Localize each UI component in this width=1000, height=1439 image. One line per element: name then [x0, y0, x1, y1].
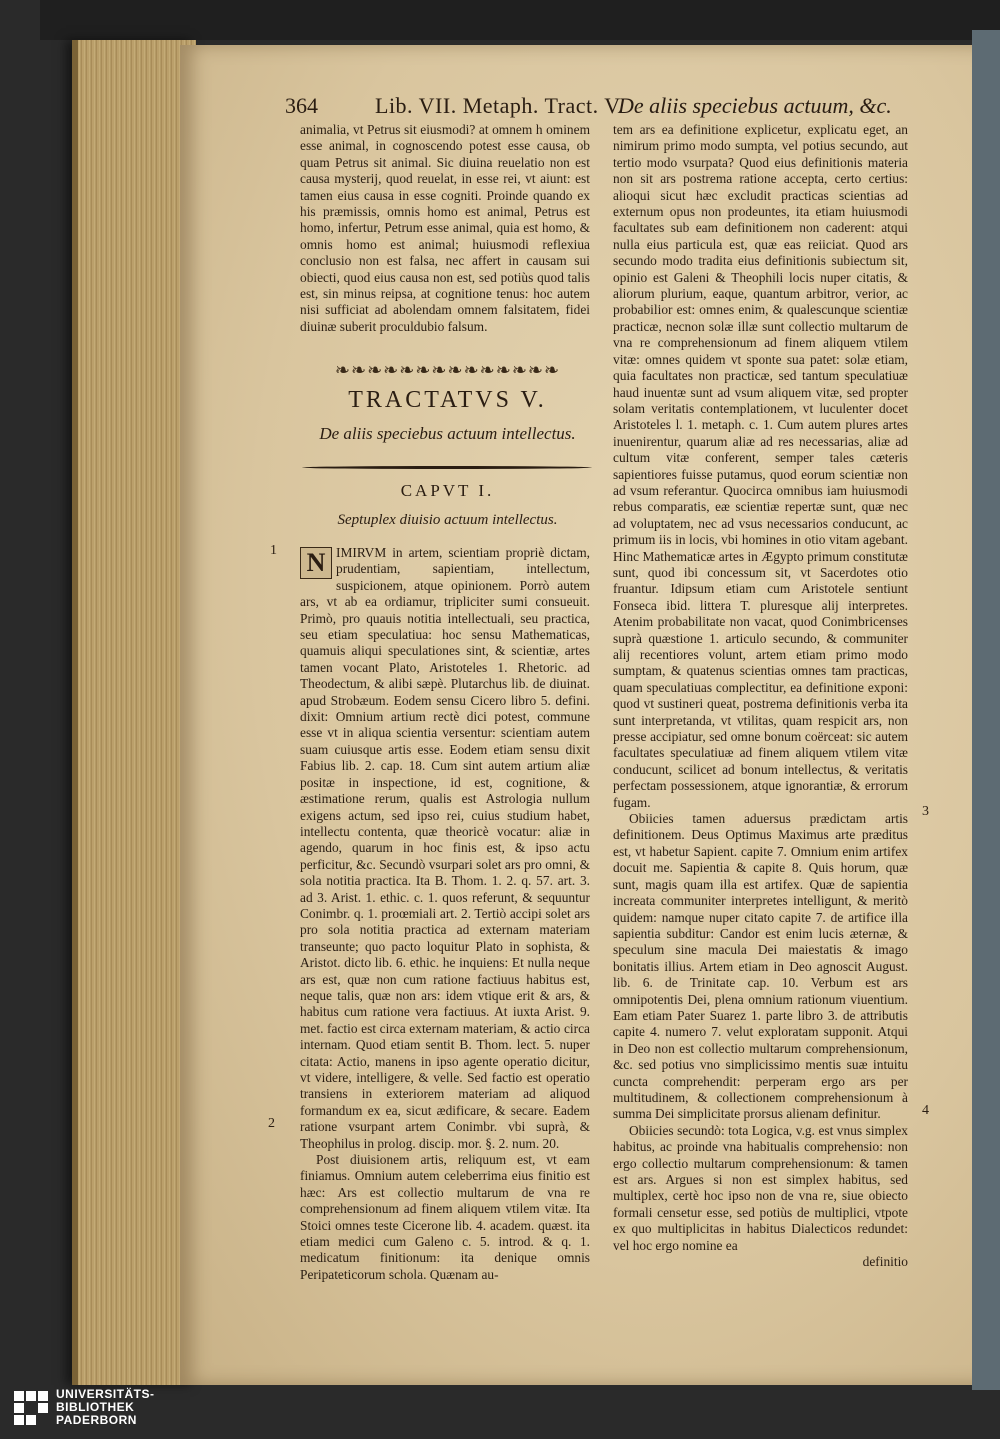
book-board-right: [972, 30, 1000, 1390]
running-header: [285, 93, 905, 123]
page-number: 364: [285, 93, 318, 118]
right-column: [613, 122, 908, 1270]
library-logo: [14, 1388, 155, 1427]
logo-line-2: BIBLIOTHEK: [56, 1400, 135, 1414]
margin-number-3: 3: [922, 804, 929, 819]
right-paragraph-1: tem ars ea definitione explicetur, explicatu eget, an nimirum primo modo sumpta, vel potius secundo, aut tertio modo vsurpata? Quod eius definitionis materia non sit ars postrema ratione accepta, certo certius: alioqui sicut hæc excludit practicas scientias ad externum opus non prodeuntes, ita etiam huiusmodi facultates sub eam definitionem non caderent: atqui nulla eius particula est, quæ eas reiiciat. Quod ars secundo modo tradita eius definitionis subiectum sit, opinio est Galeni & Theophili locis nuper citatis, & aliorum plurium, eaque, quantum arbitror, verior, ac probabilior est: omnes enim, & qualescunque scientiæ practicæ, necnon solæ illæ sunt collectio multarum de vna re comprehensionum ad finem aliquem vtilem vitæ: omnes quidem vt sponte sua patet: solæ etiam, quia facultates non practicæ, sed tantum speculatiuæ haud inuentæ sunt ad vsum aliquem vitæ, sed propter solam veritatis contemplationem, vt luculenter docet Aristoteles l. 1. metaph. c. 1. Cum autem plures artes inuenirentur, quarum aliæ ad res necessarias, aliæ ad cultum vitæ conferent, semper tales cæteris sapientiores fuisse putamus, quod eorum scientiæ non ad vsum referantur. Quocirca omnibus iam huiusmodi rebus comparatis, eæ scientiæ repertæ sunt, quæ nec ad voluptatem, nec ad vsus necessarios conducunt, ac primum iis in locis, vbi homines in otio vitam agebant. Hinc Mathematicæ artes in Ægypto primum constitutæ sunt, quod ibi concessum sit, vt Sacerdotes otio fruantur. Idipsum etiam cum Aristotele sentiunt Fonseca ibid. littera T. pluresque alij interpretes. Atenim probabilitate non vacat, quod Conimbricenses suprà quæstione 1. articulo secundo, & communiter alij recentiores volunt, artem etiam primo modo sumptam, & quatenus scientias omnes tam practicas, quam speculatiuas complectitur, ea definitione exponi: quod vt sustineri queat, postrema definitionis verba ita sunt interpretanda, vt vtilitas, quam respicit ars, non presse accipiatur, sed omne bonum coërceat: sic autem facultates speculatiuæ ad finem aliquem vtilem vitæ conducunt, scilicet ad bonum intellectus, & veritatis perfectam possessionem, atque ignorantiæ, & errorum fugam.: [613, 122, 908, 810]
left-column: [300, 122, 590, 335]
right-paragraph-3: Obiicies secundò: tota Logica, v.g. est vnus simplex habitus, ac proinde vna habitualis comprehensio: non ergo collectio multarum comprehensionum: & tamen est ars. Argues si non est simplex habitus, sed multiplex, certè hoc ipso non de vna re, siue obiecto formali censetur esse, sed potiùs de multiplici, vtpote ex quo multiplicitas in habitus Dialecticos redundet: vel hoc ergo nomine ea: [613, 1122, 908, 1253]
tractatus-subtitle: De aliis speciebus actuum intellectus.: [319, 424, 576, 443]
caput-title: CAPVT I.: [400, 481, 495, 500]
paragraph-1: [300, 545, 590, 1152]
left-column-intro: animalia, vt Petrus sit eiusmodi? at omnem h ominem esse animal, in cognoscendo potest esse causa, ob quam Petrus sit animal. Sic diuina reuelatio non est causa mysterij, quod reuelat, in esse rei, vt aiunt: est tamen eius causa in esse cogniti. Proinde quando ex his præmissis, omnis homo est animal, Petrus est homo, infertur, Petrum esse animal, quia est homo, & omnis homo est animal; huiusmodi reflexiua conclusio non est falsa, nec affert in causam sui obiecti, quod eius causa non est, sed potiùs quod talis est, sin minus reipsa, at cognitione tenus: hoc autem nisi sufficiat ad abolendam omnem falsitatem, fidei diuinæ suberit proculdubio falsum.: [300, 122, 590, 334]
logo-line-3: PADERBORN: [56, 1413, 137, 1427]
ornament-band: ❧❧❧❧❧❧❧❧❧❧❧❧❧❧: [334, 360, 561, 380]
dropcap-initial: N: [300, 547, 332, 579]
catchword: definitio: [862, 1254, 908, 1270]
margin-number-1: 1: [270, 543, 277, 558]
margin-number-2: 2: [268, 1116, 275, 1131]
library-logo-text: [56, 1388, 155, 1427]
paragraph-2: Post diuisionem artis, reliquum est, vt eam finiamus. Omnium autem celeberrima eius finitio est hæc: Ars est collectio multarum de vna re comprehensionum ad finem aliquem vtilem vitæ. Ita Stoici omnes teste Cicerone lib. 4. academ. quæst. ita etiam medici cum Galeno c. 5. introd. & q. 1. medicatum finitionum: ita denique omnis Peripateticorum schola. Quænam au-: [300, 1152, 590, 1282]
book-board-top: [40, 0, 1000, 40]
margin-number-4: 4: [922, 1103, 929, 1118]
running-title: Lib. VII. Metaph. Tract. V.: [375, 93, 624, 118]
tractatus-title: TRACTATVS V.: [348, 387, 547, 413]
left-column-body: [300, 545, 590, 1283]
paragraph-1-text: IMIRVM in artem, scientiam propriè dictam, prudentiam, sapientiam, intellectum, suspicionem, atque opinionem. Porrò autem ars, vt ab ea ordiamur, tripliciter sumi consueuit. Primò, pro quauis notitia intellectuali, seu practica, seu etiam speculatiua: hoc sensu Mathematicas, quamuis aliqui speculationes sint, & scientiæ, artes tamen vocant Plato, Aristoteles 1. Rhetoric. ad Theodectum, & alibi sæpè. Plutarchus lib. de diuinat. apud Strobæum. Eodem sensu Cicero libro 5. defini. dixit: Omnium artium rectè dici potest, commune esse vt in aliqua scientia versentur: scientiam autem suam cuiusque artis esse. Eodem etiam sensu dixit Fabius lib. 2. cap. 18. Cum sint autem artium aliæ positæ in inspectione, id est, cognitione, & æstimatione rerum, qualis est Astrologia nullum exigens actum, sed ipso rei, cuius studium habet, intellectu contenta, quæ theoricè vocatur: aliæ in agendo, quarum in hoc finis est, & ipso actu perficitur, &c. Secundò vsurpari solet ars pro omni, & sola notitia practica. Ita B. Thom. 1. 2. q. 57. art. 3. ad 3. Arist. 1. ethic. c. 1. quos referunt, & sequuntur Conimbr. q. 1. proœmiali art. 2. Tertiò accipi solet ars pro sola notitia practica ad externam materiam transeunte; quo pacto loquitur Plato in sophista, & Aristot. dicto lib. 6. ethic. he inquiens: Et nulla neque ars est, quæ non cum ratione factiuus habitus est, neque talis, quæ non ars: idem vtique erit & ars, & habitus cum ratione vera factiuus. At iuxta Arist. 9. met. factio est circa externam materiam, & actio circa internam. Quod etiam sentit B. Thom. lect. 5. nuper citata: Actio, manens in ipso agente operatio dicitur, vt videre, intelligere, & velle. Sed factio est operatio transiens in exteriorem materiam ad aliquod formandum ex ea, sicut ædificare, & secare. Eadem ratione vsurpant artem Conimbr. vbi suprà, & Theophilus in prolog. discip. mor. §. 2. num. 20.: [300, 545, 590, 1151]
running-title-right: De aliis speciebus actuum, &c.: [618, 93, 892, 118]
caput-subtitle: Septuplex diuisio actuum intellectus.: [337, 512, 558, 528]
library-logo-icon: [14, 1391, 48, 1425]
page-fore-edge: [72, 40, 196, 1385]
logo-line-1: UNIVERSITÄTS-: [56, 1387, 155, 1401]
section-rule: [302, 466, 592, 469]
right-paragraph-2: Obiicies tamen aduersus prædictam artis definitionem. Deus Optimus Maximus arte præditus est, vt habetur Sapient. capite 7. Omnium enim artifex docuit me. Sapientia & capite 8. Quis horum, quæ sunt, magis quam illa est artifex. Quæ de sapientia increata communiter interpretes intelligunt, & meritò quidem: namque nuper citato capite 7. de artifice illa sapientia subditur: Candor est enim lucis æternæ, & speculum sine macula Dei maiestatis & imago bonitatis illius. Artem etiam in Deo agnoscit August. lib. 6. de Trinitate cap. 10. Verbum est ars omnipotentis Dei, plena omnium rationum viuentium. Eam etiam Pater Suarez 1. parte libro 3. de attributis capite 4. numero 7. velut exploratam supponit. Atqui in Deo non est collectio multarum comprehensionum, &c. sed potius vno simplicissimo mentis suæ intuitu cuncta comprehendit: perperam ergo ars per multitudinem, & collectionem comprehensionum à summa Dei simplicitate prorsus alienam definitur.: [613, 811, 908, 1122]
